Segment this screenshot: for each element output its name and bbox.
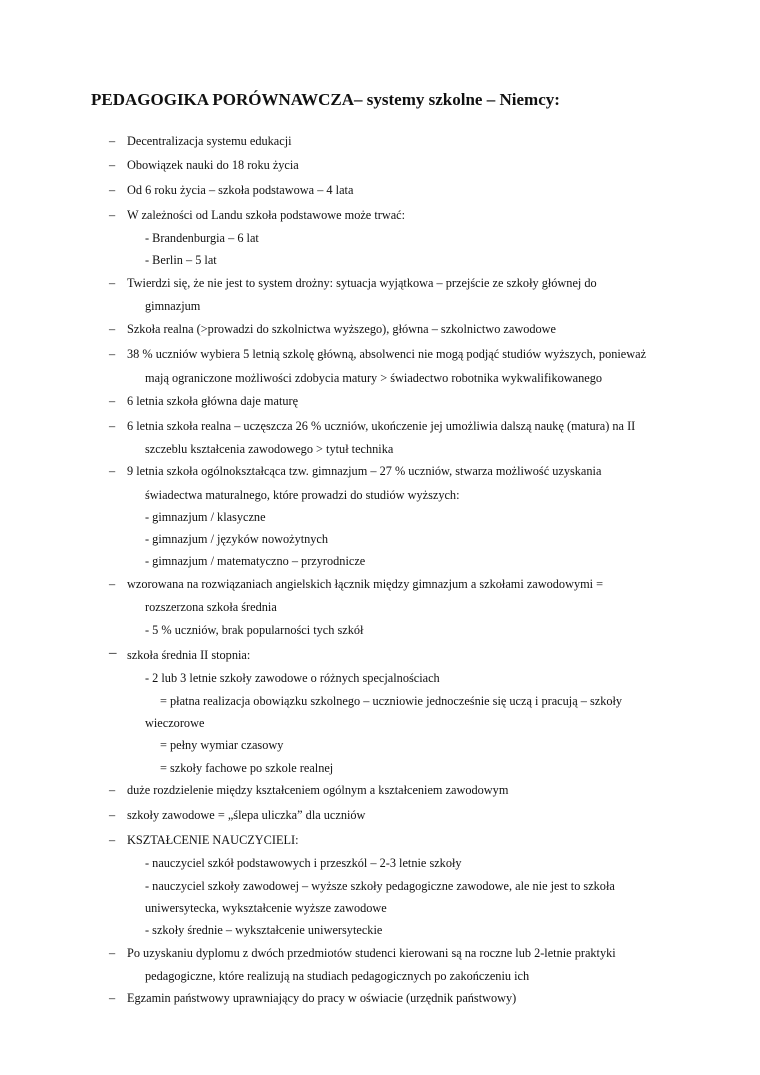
bullet-dash: – bbox=[109, 183, 116, 197]
page-title: PEDAGOGIKA PORÓWNAWCZA– systemy szkolne – Niemcy: bbox=[91, 90, 560, 109]
sub-item: - gimnazjum / języków nowożytnych bbox=[145, 532, 329, 546]
bullet-dash: – bbox=[109, 645, 117, 661]
list-item: Od 6 roku życia – szkoła podstawowa – 4 lata bbox=[127, 183, 354, 197]
sub-sub-item: = pełny wymiar czasowy bbox=[160, 738, 284, 752]
bullet-dash: – bbox=[109, 577, 116, 591]
sub-item: - gimnazjum / matematyczno – przyrodnicze bbox=[145, 554, 366, 568]
bullet-dash: – bbox=[109, 322, 116, 336]
sub-item: - Berlin – 5 lat bbox=[145, 253, 217, 267]
list-item: Egzamin państwowy uprawniający do pracy w oświacie (urzędnik państwowy) bbox=[127, 991, 517, 1005]
sub-item: - nauczyciel szkoły zawodowej – wyższe szkoły pedagogiczne zawodowe, ale nie jest to szkoła bbox=[145, 879, 615, 893]
sub-sub-item: = szkoły fachowe po szkole realnej bbox=[160, 761, 334, 775]
list-item-continuation: pedagogiczne, które realizują na studiach pedagogicznych po zakończeniu ich bbox=[145, 969, 530, 983]
bullet-dash: – bbox=[109, 946, 116, 960]
list-item: 9 letnia szkoła ogólnokształcąca tzw. gimnazjum – 27 % uczniów, stwarza możliwość uzyskania bbox=[127, 464, 602, 478]
sub-item: - gimnazjum / klasyczne bbox=[145, 510, 266, 524]
list-item: KSZTAŁCENIE NAUCZYCIELI: bbox=[127, 833, 299, 847]
list-item: Twierdzi się, że nie jest to system drożny: sytuacja wyjątkowa – przejście ze szkoły głównej do bbox=[127, 276, 597, 290]
list-item: wzorowana na rozwiązaniach angielskich łącznik między gimnazjum a szkołami zawodowymi = bbox=[127, 577, 604, 591]
sub-item-continuation: uniwersytecka, wykształcenie wyższe zawodowe bbox=[145, 901, 387, 915]
list-item: 6 letnia szkoła realna – uczęszcza 26 % uczniów, ukończenie jej umożliwia dalszą naukę (matura) na II bbox=[127, 419, 636, 433]
bullet-dash: – bbox=[109, 464, 116, 478]
sub-item: - 5 % uczniów, brak popularności tych szkół bbox=[145, 623, 364, 637]
bullet-dash: – bbox=[109, 347, 116, 361]
bullet-dash: – bbox=[109, 158, 116, 172]
list-item-continuation: rozszerzona szkoła średnia bbox=[145, 600, 277, 614]
bullet-dash: – bbox=[109, 783, 116, 797]
bullet-dash: – bbox=[109, 833, 116, 847]
list-item: 6 letnia szkoła główna daje maturę bbox=[127, 394, 299, 408]
sub-item: - Brandenburgia – 6 lat bbox=[145, 231, 259, 245]
sub-sub-item: = płatna realizacja obowiązku szkolnego – uczniowie jednocześnie się uczą i pracują – szkoły bbox=[160, 694, 623, 708]
list-item: szkoła średnia II stopnia: bbox=[127, 648, 251, 662]
list-item: Po uzyskaniu dyplomu z dwóch przedmiotów studenci kierowani są na roczne lub 2-letnie praktyki bbox=[127, 946, 616, 960]
sub-item: - szkoły średnie – wykształcenie uniwersyteckie bbox=[145, 923, 383, 937]
list-item: duże rozdzielenie między kształceniem ogólnym a kształceniem zawodowym bbox=[127, 783, 509, 797]
bullet-dash: – bbox=[109, 808, 116, 822]
list-item-continuation: świadectwa maturalnego, które prowadzi do studiów wyższych: bbox=[145, 488, 460, 502]
list-item: Decentralizacja systemu edukacji bbox=[127, 134, 292, 148]
bullet-dash: – bbox=[109, 394, 116, 408]
list-item-continuation: mają ograniczone możliwości zdobycia matury > świadectwo robotnika wykwalifikowanego bbox=[145, 371, 602, 385]
list-item-continuation: szczeblu kształcenia zawodowego > tytuł technika bbox=[145, 442, 394, 456]
list-item: szkoły zawodowe = „ślepa uliczka” dla uczniów bbox=[127, 808, 366, 822]
list-item: W zależności od Landu szkoła podstawowe może trwać: bbox=[127, 208, 406, 222]
bullet-dash: – bbox=[109, 419, 116, 433]
list-item-continuation: gimnazjum bbox=[145, 299, 201, 313]
sub-sub-item-continuation: wieczorowe bbox=[145, 716, 205, 730]
list-item: Szkoła realna (>prowadzi do szkolnictwa wyższego), główna – szkolnictwo zawodowe bbox=[127, 322, 556, 336]
list-item: 38 % uczniów wybiera 5 letnią szkolę główną, absolwenci nie mogą podjąć studiów wyższych, ponieważ bbox=[127, 347, 647, 361]
sub-item: - nauczyciel szkół podstawowych i przeszkól – 2-3 letnie szkoły bbox=[145, 856, 462, 870]
bullet-dash: – bbox=[109, 991, 116, 1005]
list-item: Obowiązek nauki do 18 roku życia bbox=[127, 158, 299, 172]
bullet-dash: – bbox=[109, 208, 116, 222]
sub-item: - 2 lub 3 letnie szkoły zawodowe o różnych specjalnościach bbox=[145, 671, 440, 685]
bullet-dash: – bbox=[109, 276, 116, 290]
bullet-dash: – bbox=[109, 134, 116, 148]
